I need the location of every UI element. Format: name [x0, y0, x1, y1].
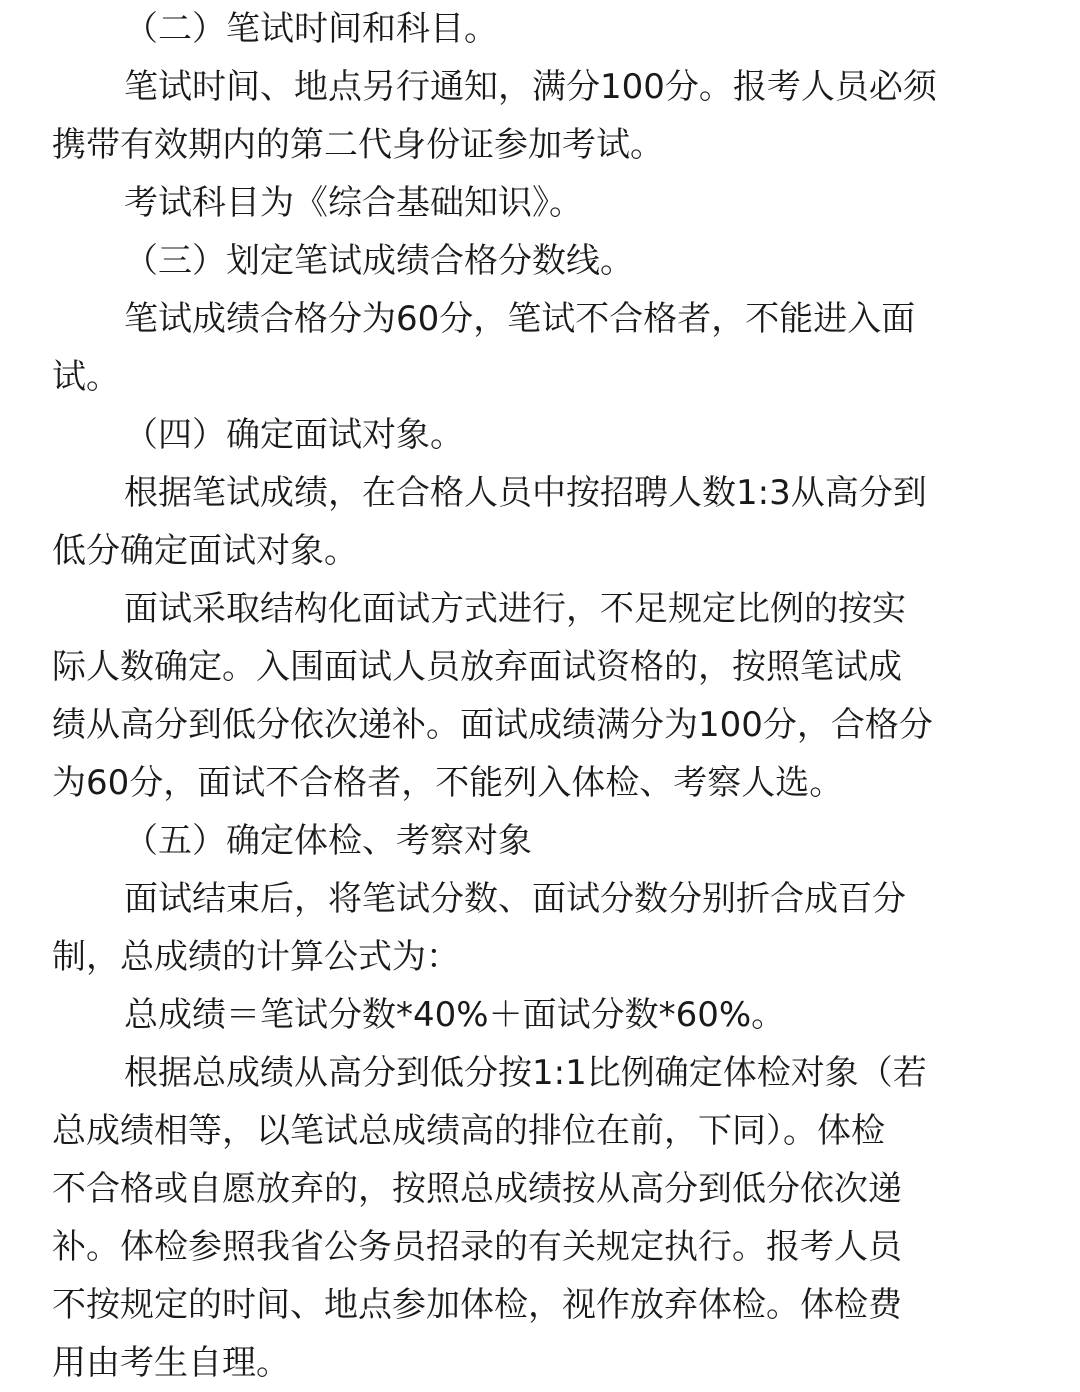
paragraph-line: 际人数确定。入围面试人员放弃面试资格的，按照笔试成 — [52, 647, 902, 687]
paragraph-line: 补。体检参照我省公务员招录的有关规定执行。报考人员 — [52, 1227, 902, 1267]
section-heading-2: （二）笔试时间和科目。 — [124, 9, 498, 49]
paragraph-line: 用由考生自理。 — [52, 1343, 290, 1383]
section-heading-5: （五）确定体检、考察对象 — [124, 821, 532, 861]
paragraph-line: 携带有效期内的第二代身份证参加考试。 — [52, 125, 664, 165]
paragraph-line: 绩从高分到低分依次递补。面试成绩满分为100分，合格分 — [52, 705, 933, 745]
paragraph-line: 不合格或自愿放弃的，按照总成绩按从高分到低分依次递 — [52, 1169, 902, 1209]
section-heading-3: （三）划定笔试成绩合格分数线。 — [124, 241, 634, 281]
paragraph-line: 制，总成绩的计算公式为： — [52, 937, 460, 977]
paragraph-line: 总成绩相等，以笔试总成绩高的排位在前，下同）。体检 — [52, 1111, 885, 1151]
document-body — [52, 0, 1042, 1392]
paragraph-line: 根据总成绩从高分到低分按1:1比例确定体检对象（若 — [124, 1053, 927, 1093]
paragraph-line: 不按规定的时间、地点参加体检，视作放弃体检。体检费 — [52, 1285, 902, 1325]
paragraph-line: 根据笔试成绩，在合格人员中按招聘人数1:3从高分到 — [124, 473, 927, 513]
section-heading-4: （四）确定面试对象。 — [124, 415, 464, 455]
paragraph-line: 笔试成绩合格分为60分，笔试不合格者，不能进入面 — [124, 299, 916, 339]
paragraph-line: 笔试时间、地点另行通知，满分100分。报考人员必须 — [124, 67, 937, 107]
paragraph-line: 为60分，面试不合格者，不能列入体检、考察人选。 — [52, 763, 844, 803]
paragraph-line: 考试科目为《综合基础知识》。 — [124, 183, 583, 223]
paragraph-line: 低分确定面试对象。 — [52, 531, 358, 571]
paragraph-line: 面试采取结构化面试方式进行，不足规定比例的按实 — [124, 589, 906, 629]
paragraph-line: 面试结束后，将笔试分数、面试分数分别折合成百分 — [124, 879, 906, 919]
formula-line: 总成绩＝笔试分数*40%＋面试分数*60%。 — [124, 995, 786, 1035]
paragraph-line: 试。 — [52, 357, 120, 397]
